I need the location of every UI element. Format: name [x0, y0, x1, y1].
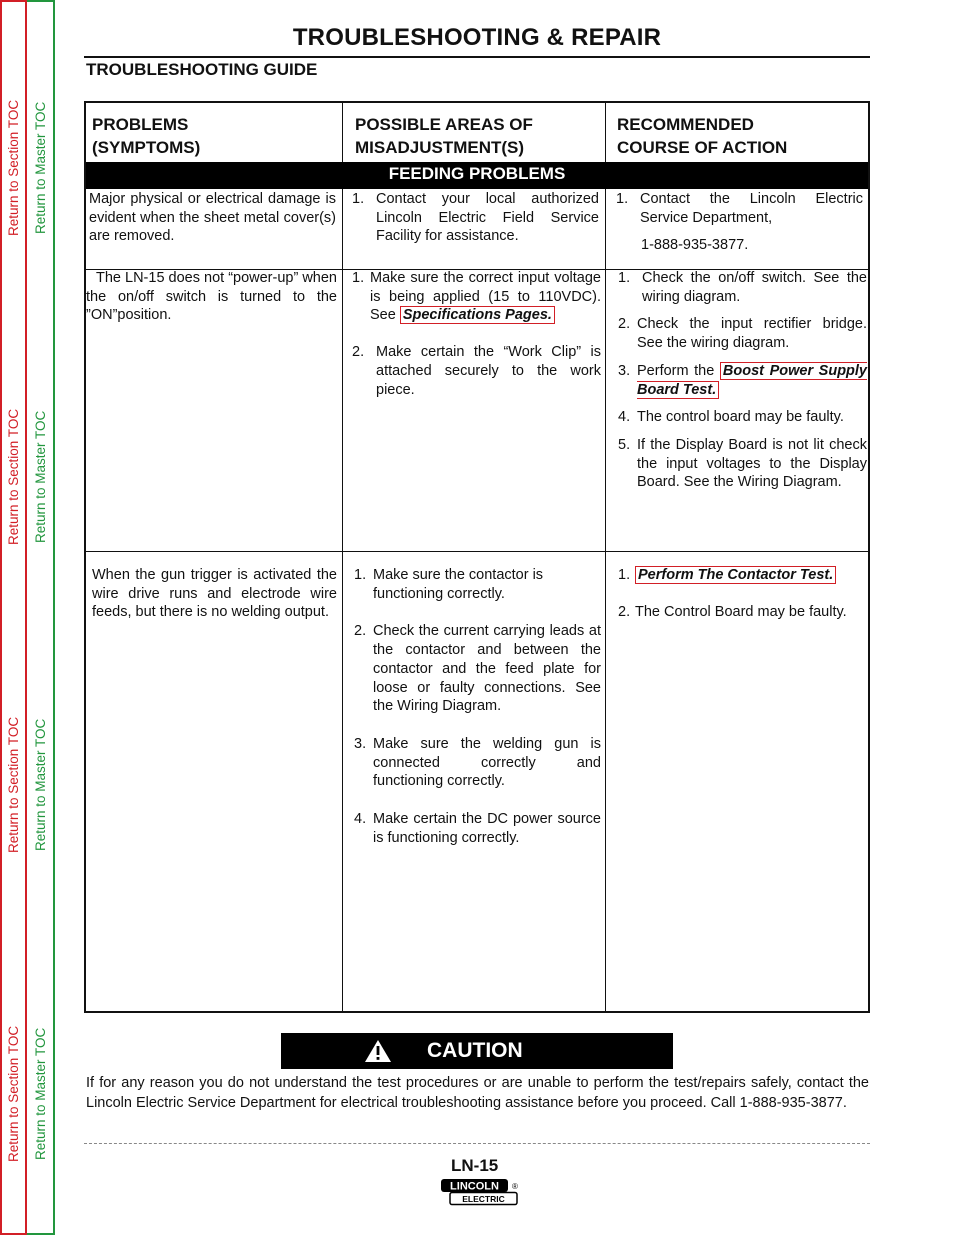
row1-problem: Major physical or electrical damage is evident when the sheet metal cover(s) are removed.	[89, 191, 336, 245]
item-number: 4.	[618, 409, 631, 426]
footer-divider	[84, 1143, 870, 1144]
item-number: 2.	[354, 623, 367, 640]
return-to-section-toc-link[interactable]: Return to Section TOC	[6, 716, 21, 853]
header-possible-areas	[355, 113, 533, 159]
lincoln-electric-logo	[440, 1178, 518, 1206]
return-to-master-toc-link[interactable]: Return to Master TOC	[33, 718, 48, 851]
list-item	[618, 362, 867, 399]
return-to-master-toc-link[interactable]: Return to Master TOC	[33, 1027, 48, 1160]
list-item	[354, 735, 601, 791]
item-text: Make sure the contactor is functioning correctly.	[373, 567, 544, 602]
list-item	[354, 810, 601, 847]
header-areas-line2: MISADJUSTMENT(S)	[355, 138, 525, 157]
column-divider	[342, 103, 343, 1011]
caution-label: CAUTION	[427, 1039, 523, 1062]
item-text: Contact your local authorized Lincoln Electric Field Service Facility for assistance.	[376, 191, 599, 245]
list-item	[354, 566, 601, 603]
list-item	[618, 315, 867, 352]
logo-registered-mark: ®	[512, 1182, 518, 1191]
page-number: LN-15	[451, 1156, 499, 1175]
header-action-line1: RECOMMENDED	[617, 115, 754, 134]
list-item	[352, 190, 599, 246]
item-number: 1.	[352, 270, 365, 286]
item-text: Make certain the “Work Clip” is attached securely to the work piece.	[376, 344, 601, 398]
row3-problem: When the gun trigger is activated the wire drive runs and electrode wire feeds, but there is no welding output.	[92, 567, 337, 621]
troubleshooting-table	[84, 101, 870, 1013]
item-number: 1.	[616, 191, 629, 207]
contactor-test-link[interactable]: Perform The Contactor Test.	[635, 566, 836, 584]
section-band-feeding-problems	[86, 162, 868, 189]
header-areas-line1: POSSIBLE AREAS OF	[355, 115, 533, 134]
item-text: Check the input rectifier bridge. See the wiring diagram.	[637, 316, 867, 352]
row2-actions	[618, 269, 867, 492]
return-to-master-toc-link[interactable]: Return to Master TOC	[33, 101, 48, 234]
specifications-pages-link[interactable]: Specifications Pages.	[400, 306, 555, 324]
item-text: The Control Board may be faulty.	[635, 603, 847, 620]
list-item	[616, 190, 863, 227]
item-text: Perform the	[637, 362, 715, 379]
item-text: Contact the Lincoln Electric Service Department,	[640, 191, 863, 226]
item-text: Check the on/off switch. See the wiring diagram.	[642, 270, 867, 305]
page-title: TROUBLESHOOTING & REPAIR	[292, 24, 662, 51]
return-to-section-toc-link[interactable]: Return to Section TOC	[6, 1025, 21, 1162]
section-title: TROUBLESHOOTING GUIDE	[86, 60, 318, 79]
logo-bottom-text: ELECTRIC	[462, 1194, 505, 1204]
header-action-line2: COURSE OF ACTION	[617, 138, 788, 157]
header-problems-line2: (SYMPTOMS)	[92, 138, 201, 157]
list-item	[618, 269, 867, 306]
item-number: 1.	[618, 270, 631, 286]
column-divider	[605, 103, 606, 1011]
list-item	[352, 343, 601, 399]
header-problems	[92, 113, 200, 159]
item-number: 2.	[618, 316, 631, 333]
header-problems-line1: PROBLEMS	[92, 115, 189, 134]
return-to-section-toc-link[interactable]: Return to Section TOC	[6, 408, 21, 545]
title-divider	[84, 56, 870, 58]
phone-number: 1-888-935-3877.	[641, 237, 749, 254]
row2-areas	[352, 269, 601, 399]
row3-actions	[618, 566, 867, 621]
item-number: 1.	[354, 567, 367, 583]
logo-top-text: LINCOLN	[450, 1180, 499, 1193]
item-text: If the Display Board is not lit check the input voltages to the Display Board. See the Wiring Diagram.	[637, 436, 867, 491]
list-item	[618, 408, 867, 427]
item-number: 2.	[618, 603, 631, 620]
warning-triangle-icon	[364, 1039, 392, 1063]
list-item	[618, 603, 867, 622]
list-item	[618, 566, 867, 585]
row2-problem-text: The LN-15 does not “power-up” when the on/off switch is turned to the ”ON”position.	[86, 270, 337, 324]
item-text: Make certain the DC power source is functioning correctly.	[373, 811, 601, 846]
return-to-master-toc-link[interactable]: Return to Master TOC	[33, 410, 48, 543]
list-item	[618, 436, 867, 492]
row2-problem	[86, 269, 337, 325]
item-number: 1.	[618, 567, 631, 583]
item-text: Make sure the welding gun is connected correctly and functioning correctly.	[373, 735, 601, 790]
row3-areas	[354, 566, 601, 847]
section-band-label: FEEDING PROBLEMS	[388, 164, 566, 183]
boost-power-supply-board-test-link[interactable]: Boost Power Supply Board Test.	[637, 362, 868, 398]
item-text: Make sure the correct input voltage is being applied (15 to 110VDC). See	[370, 270, 601, 324]
list-item	[354, 622, 601, 716]
item-number: 3.	[618, 362, 631, 379]
row-divider	[86, 551, 868, 552]
item-number: 1.	[352, 191, 365, 207]
item-text: The control board may be faulty.	[637, 409, 844, 426]
item-number: 4.	[354, 811, 367, 828]
caution-text: If for any reason you do not understand the test procedures or are unable to perform the test/repairs safely, contact the Lincoln Electric Service Department for electrical troubleshooting assistance before you proceed. Call 1-888-935-3877.	[86, 1075, 869, 1111]
item-number: 2.	[352, 344, 365, 361]
row1-areas	[352, 190, 599, 246]
item-text: Check the current carrying leads at the contactor and between the contactor and the feed plate for loose or faulty connections. See the Wiring Diagram.	[373, 623, 601, 715]
caution-banner	[281, 1033, 673, 1069]
return-to-section-toc-link[interactable]: Return to Section TOC	[6, 99, 21, 236]
row1-actions	[616, 190, 863, 255]
header-recommended-action	[617, 113, 787, 159]
list-item	[352, 269, 601, 325]
item-number: 3.	[354, 735, 367, 752]
item-number: 5.	[618, 436, 631, 453]
